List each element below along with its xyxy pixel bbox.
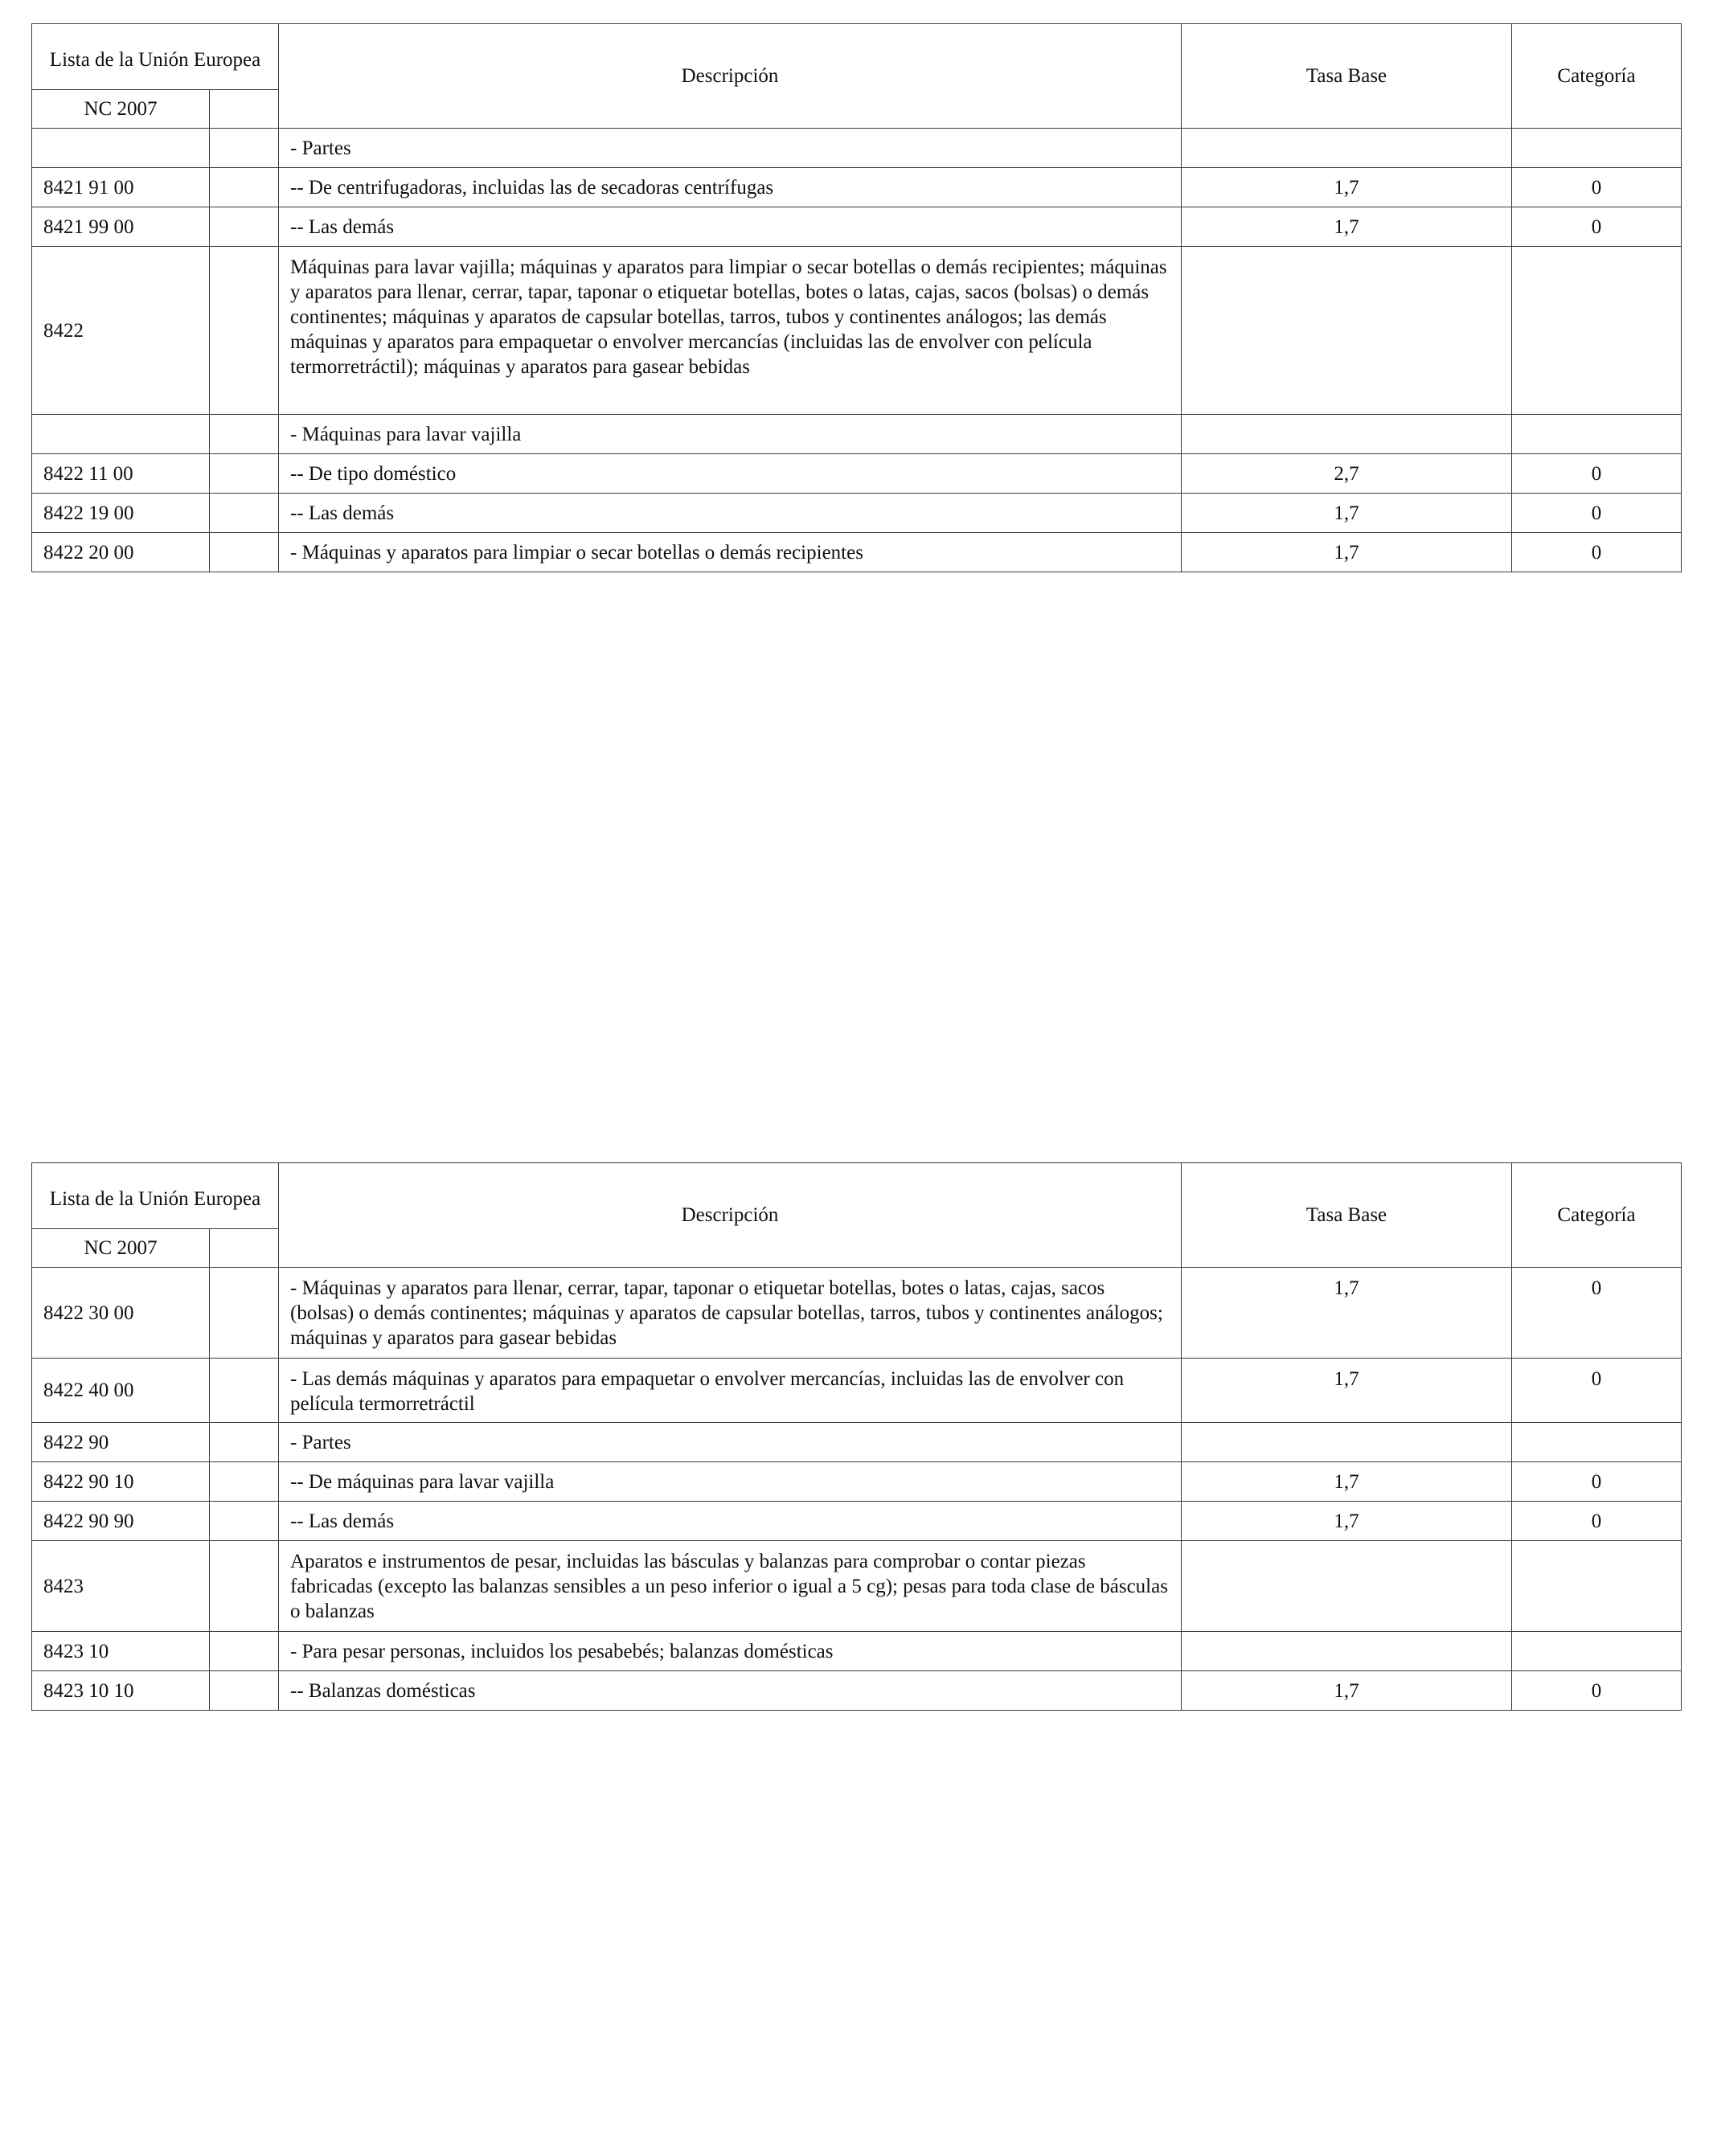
cell-empty [210,207,279,247]
table-row [32,454,1682,494]
cell-categoria: 0 [1512,494,1682,533]
table-row [32,415,1682,454]
cell-description: - Máquinas y aparatos para llenar, cerrar, tapar, taponar o etiquetar botellas, botes o latas, cajas, sacos (bolsas) o demás continentes; máquinas y aparatos de capsular botellas, tarros, tubos y continentes análogos; máquinas y aparatos para gasear bebidas [279,1268,1182,1359]
table-row [32,1268,1682,1359]
cell-tasa-base: 2,7 [1182,454,1512,494]
cell-empty [210,1671,279,1711]
cell-code [32,129,210,168]
tariff-table-2 [31,1162,1682,1711]
cell-tasa-base: 1,7 [1182,1268,1512,1359]
cell-categoria: 0 [1512,168,1682,207]
header-empty-cell [210,90,279,129]
cell-tasa-base [1182,1423,1512,1462]
cell-code: 8423 [32,1541,210,1632]
cell-empty [210,1502,279,1541]
cell-code: 8423 10 10 [32,1671,210,1711]
cell-empty [210,1359,279,1423]
header-tasa-base: Tasa Base [1182,24,1512,129]
cell-description: -- Las demás [279,207,1182,247]
table-row [32,207,1682,247]
cell-tasa-base: 1,7 [1182,1671,1512,1711]
cell-description: - Partes [279,129,1182,168]
cell-code: 8423 10 [32,1632,210,1671]
table-row [32,1502,1682,1541]
table-row [32,129,1682,168]
table-row [32,1423,1682,1462]
cell-categoria: 0 [1512,1268,1682,1359]
cell-empty [210,1632,279,1671]
cell-code: 8421 91 00 [32,168,210,207]
cell-categoria: 0 [1512,533,1682,572]
header-descripcion: Descripción [279,1163,1182,1268]
cell-tasa-base: 1,7 [1182,207,1512,247]
header-lista: Lista de la Unión Europea [32,24,279,90]
header-nc-2007: NC 2007 [32,90,210,129]
cell-categoria [1512,1541,1682,1632]
header-lista: Lista de la Unión Europea [32,1163,279,1229]
cell-categoria: 0 [1512,1671,1682,1711]
cell-description: -- Balanzas domésticas [279,1671,1182,1711]
cell-description: Máquinas para lavar vajilla; máquinas y aparatos para limpiar o secar botellas o demás recipientes; máquinas y aparatos para llenar, cerrar, tapar, taponar o etiquetar botellas, botes o latas, cajas, sacos (bolsas) o demás continentes; máquinas y aparatos de capsular botellas, tarros, tubos y continentes análogos; las demás máquinas y aparatos para empaquetar o envolver mercancías (incluidas las de envolver con película termorretráctil); máquinas y aparatos para gasear bebidas [279,247,1182,415]
cell-categoria: 0 [1512,1359,1682,1423]
cell-categoria [1512,1632,1682,1671]
tariff-table-1 [31,23,1682,572]
cell-empty [210,454,279,494]
cell-tasa-base: 1,7 [1182,168,1512,207]
header-tasa-base: Tasa Base [1182,1163,1512,1268]
header-descripcion: Descripción [279,24,1182,129]
cell-tasa-base: 1,7 [1182,533,1512,572]
cell-description: Aparatos e instrumentos de pesar, incluidas las básculas y balanzas para comprobar o contar piezas fabricadas (excepto las balanzas sensibles a un peso inferior o igual a 5 cg); pesas para toda clase de básculas o balanzas [279,1541,1182,1632]
cell-code: 8422 90 90 [32,1502,210,1541]
table-row [32,1359,1682,1423]
cell-description: - Máquinas para lavar vajilla [279,415,1182,454]
cell-empty [210,168,279,207]
cell-empty [210,247,279,415]
cell-description: - Las demás máquinas y aparatos para empaquetar o envolver mercancías, incluidas las de envolver con película termorretráctil [279,1359,1182,1423]
cell-code: 8422 20 00 [32,533,210,572]
table-row [32,1541,1682,1632]
table-row [32,1462,1682,1502]
cell-empty [210,415,279,454]
header-nc-2007: NC 2007 [32,1229,210,1268]
cell-tasa-base: 1,7 [1182,494,1512,533]
cell-description: -- De tipo doméstico [279,454,1182,494]
cell-tasa-base [1182,1541,1512,1632]
cell-description: -- De máquinas para lavar vajilla [279,1462,1182,1502]
cell-empty [210,129,279,168]
cell-categoria: 0 [1512,1462,1682,1502]
cell-categoria: 0 [1512,454,1682,494]
cell-description: -- Las demás [279,494,1182,533]
cell-code: 8422 90 10 [32,1462,210,1502]
cell-tasa-base [1182,415,1512,454]
cell-description: - Máquinas y aparatos para limpiar o secar botellas o demás recipientes [279,533,1182,572]
cell-tasa-base [1182,247,1512,415]
cell-description: -- Las demás [279,1502,1182,1541]
cell-description: - Partes [279,1423,1182,1462]
cell-categoria [1512,415,1682,454]
table-row [32,247,1682,415]
cell-tasa-base: 1,7 [1182,1462,1512,1502]
table-row [32,168,1682,207]
cell-code: 8422 90 [32,1423,210,1462]
cell-tasa-base: 1,7 [1182,1502,1512,1541]
cell-empty [210,494,279,533]
cell-empty [210,1268,279,1359]
cell-empty [210,1462,279,1502]
cell-categoria: 0 [1512,207,1682,247]
cell-categoria [1512,247,1682,415]
header-categoria: Categoría [1512,1163,1682,1268]
cell-description: -- De centrifugadoras, incluidas las de secadoras centrífugas [279,168,1182,207]
header-empty-cell [210,1229,279,1268]
cell-tasa-base: 1,7 [1182,1359,1512,1423]
table-row [32,533,1682,572]
cell-code: 8422 40 00 [32,1359,210,1423]
table-row [32,1671,1682,1711]
cell-code: 8421 99 00 [32,207,210,247]
cell-code [32,415,210,454]
cell-categoria: 0 [1512,1502,1682,1541]
cell-description: - Para pesar personas, incluidos los pesabebés; balanzas domésticas [279,1632,1182,1671]
cell-code: 8422 19 00 [32,494,210,533]
cell-code: 8422 30 00 [32,1268,210,1359]
header-categoria: Categoría [1512,24,1682,129]
cell-empty [210,533,279,572]
cell-categoria [1512,1423,1682,1462]
cell-categoria [1512,129,1682,168]
cell-tasa-base [1182,129,1512,168]
cell-empty [210,1541,279,1632]
cell-tasa-base [1182,1632,1512,1671]
cell-empty [210,1423,279,1462]
table-row [32,1632,1682,1671]
cell-code: 8422 [32,247,210,415]
cell-code: 8422 11 00 [32,454,210,494]
table-row [32,494,1682,533]
